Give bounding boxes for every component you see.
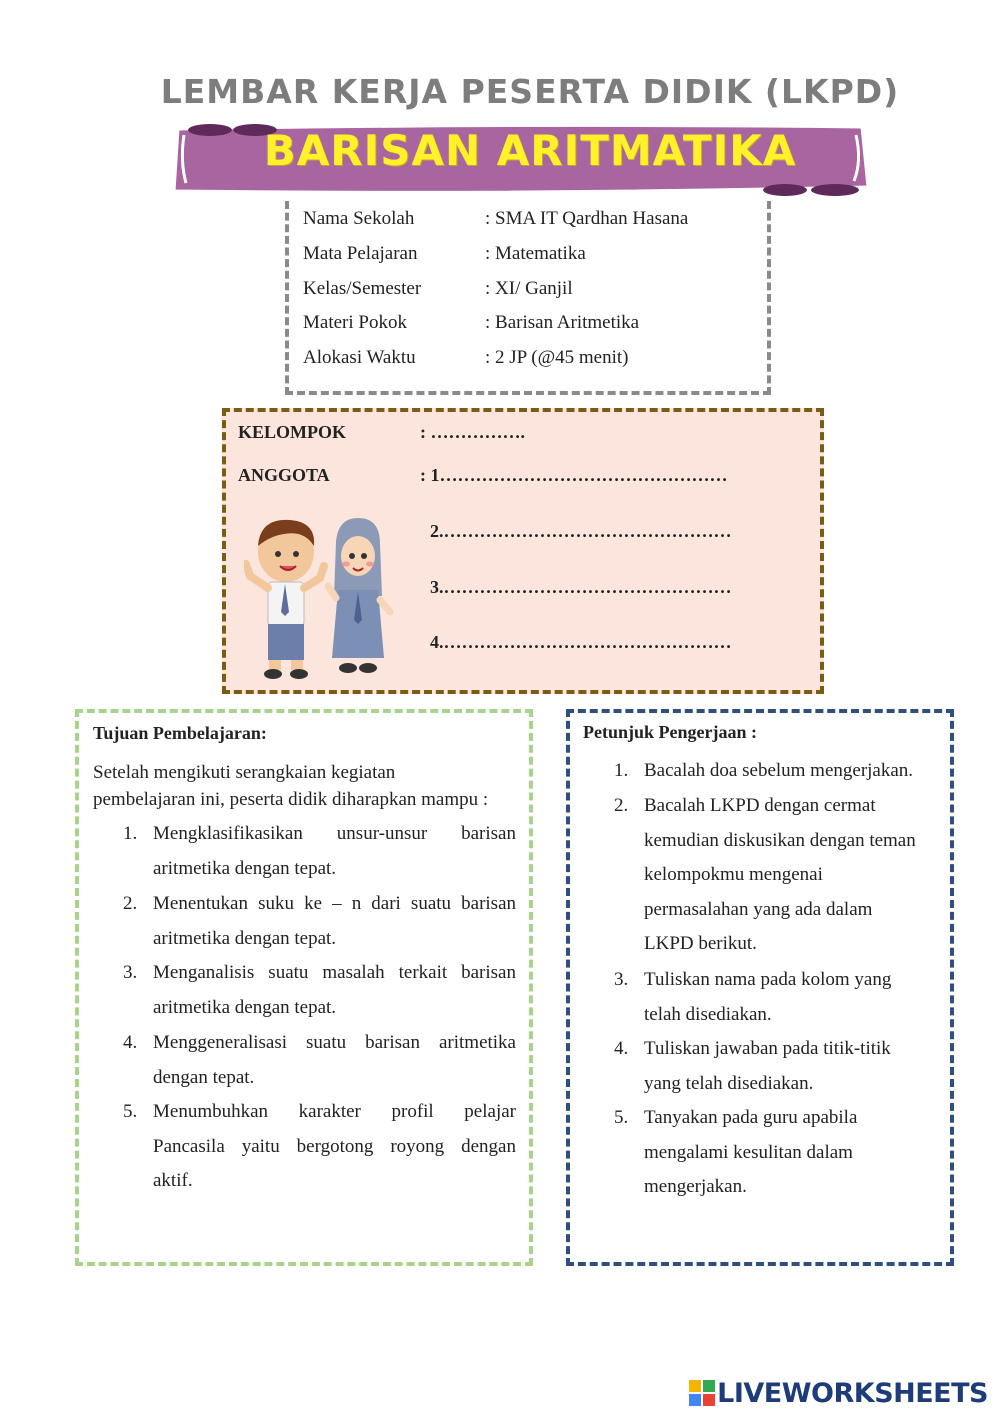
instruction-line: mengalami kesulitan dalam xyxy=(644,1141,853,1163)
instruction-number: 5. xyxy=(614,1107,629,1128)
instruction-line: mengerjakan. xyxy=(644,1176,747,1197)
objective-number: 4. xyxy=(123,1032,138,1053)
objective-line: aritmetika dengan tepat. xyxy=(153,996,337,1018)
instruction-line: LKPD berikut. xyxy=(644,933,757,954)
member-field[interactable]: : 1………………………………………… xyxy=(420,465,728,485)
kelompok-field[interactable]: : ……………. xyxy=(420,422,525,442)
group-box xyxy=(222,408,824,694)
instruction-line: telah disediakan. xyxy=(644,1003,772,1025)
intro-line: Setelah mengikuti serangkaian kegiatan xyxy=(93,762,396,783)
learning-objectives-intro xyxy=(93,759,523,813)
objective-line: aritmetika dengan tepat. xyxy=(153,857,337,879)
objective-line: Mengklasifikasikan unsur-unsur barisan xyxy=(153,823,516,844)
instruction-line: yang telah disediakan. xyxy=(644,1072,814,1094)
document-super-title: LEMBAR KERJA PESERTA DIDIK (LKPD) xyxy=(160,72,900,111)
info-row xyxy=(303,278,573,300)
kelompok-label: KELOMPOK xyxy=(238,422,346,442)
objective-line: Pancasila yaitu bergotong royong dengan xyxy=(153,1135,516,1157)
instruction-line: Tuliskan nama pada kolom yang xyxy=(644,969,892,990)
identity-box xyxy=(285,201,771,395)
instruction-number: 3. xyxy=(614,969,629,990)
instruction-line: kemudian diskusikan dengan teman xyxy=(644,829,916,851)
info-row xyxy=(303,347,628,369)
objective-line: Menganalisis suatu masalah terkait barisan xyxy=(153,962,516,983)
objective-number: 1. xyxy=(123,823,138,844)
member-field[interactable]: 4.………………………………………… xyxy=(430,632,732,652)
objective-number: 3. xyxy=(123,962,138,983)
info-row xyxy=(303,208,688,230)
instruction-line: kelompokmu mengenai xyxy=(644,864,823,885)
objective-line: dengan tepat. xyxy=(153,1066,255,1088)
info-label: Kelas/Semester xyxy=(303,278,422,299)
info-row xyxy=(303,312,639,334)
member-field[interactable]: 2.………………………………………… xyxy=(430,521,732,541)
instruction-line: Bacalah LKPD dengan cermat xyxy=(644,795,876,816)
learning-objectives-heading: Tujuan Pembelajaran: xyxy=(93,723,267,743)
instructions-box xyxy=(566,709,954,1266)
info-label: Mata Pelajaran xyxy=(303,243,418,264)
instruction-line: Tanyakan pada guru apabila xyxy=(644,1107,858,1128)
students-illustration-icon xyxy=(244,516,394,680)
anggota-label: ANGGOTA xyxy=(238,465,330,485)
liveworksheets-logo-icon xyxy=(689,1380,715,1406)
learning-objectives-box xyxy=(75,709,533,1266)
objective-line: aritmetika dengan tepat. xyxy=(153,927,337,949)
info-label: Nama Sekolah xyxy=(303,208,415,229)
info-value: : Barisan Aritmetika xyxy=(485,312,640,333)
info-row xyxy=(303,243,586,265)
instruction-line: Bacalah doa sebelum mengerjakan. xyxy=(644,760,914,781)
instruction-line: Tuliskan jawaban pada titik-titik xyxy=(644,1038,891,1059)
liveworksheets-logo-text: LIVEWORKSHEETS xyxy=(717,1377,988,1409)
intro-line: pembelajaran ini, peserta didik diharapkan mampu : xyxy=(93,789,489,810)
instruction-number: 4. xyxy=(614,1038,629,1059)
info-label: Alokasi Waktu xyxy=(303,347,416,368)
objective-line: aktif. xyxy=(153,1170,193,1191)
instruction-number: 2. xyxy=(614,795,629,816)
info-label: Materi Pokok xyxy=(303,312,407,333)
instruction-line: permasalahan yang ada dalam xyxy=(644,898,873,920)
banner-title: BARISAN ARITMATIKA xyxy=(263,126,797,175)
objective-number: 5. xyxy=(123,1101,138,1122)
member-field[interactable]: 3.………………………………………… xyxy=(430,577,732,597)
info-value: : SMA IT Qardhan Hasana xyxy=(485,208,689,229)
instruction-number: 1. xyxy=(614,760,629,781)
info-value: : Matematika xyxy=(485,243,586,264)
instructions-heading: Petunjuk Pengerjaan : xyxy=(583,722,757,742)
objective-line: Menggeneralisasi suatu barisan aritmetika xyxy=(153,1032,516,1053)
objective-line: Menumbuhkan karakter profil pelajar xyxy=(153,1101,516,1122)
objective-number: 2. xyxy=(123,893,138,914)
liveworksheets-logo[interactable] xyxy=(689,1376,988,1410)
objective-line: Menentukan suku ke – n dari suatu barisan xyxy=(153,893,516,914)
info-value: : XI/ Ganjil xyxy=(485,278,573,299)
info-value: : 2 JP (@45 menit) xyxy=(485,347,629,368)
